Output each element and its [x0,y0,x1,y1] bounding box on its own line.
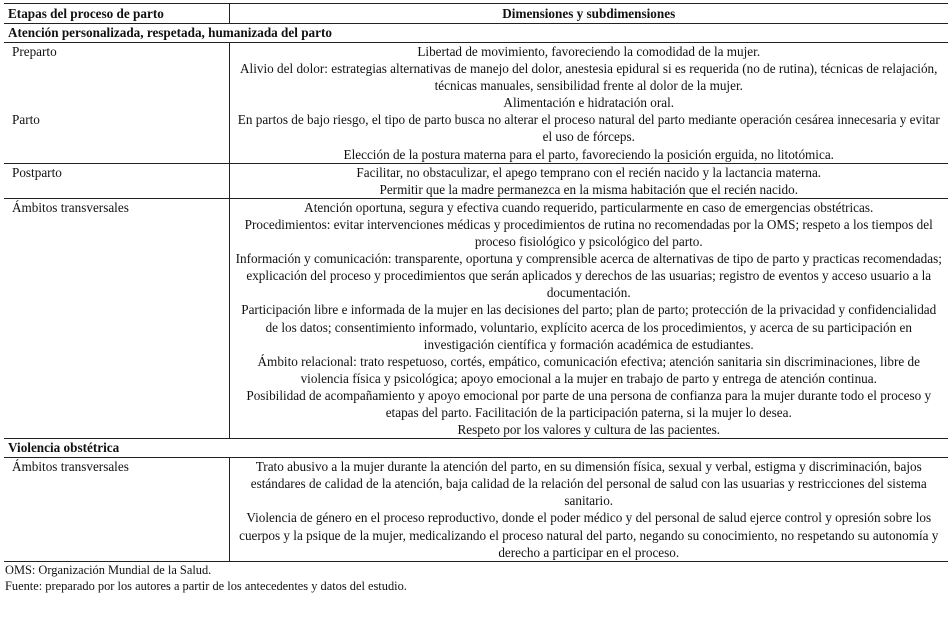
dimensions-cell [229,458,948,562]
dimension-item: Alimentación e hidratación oral. [503,95,675,111]
dimension-item: Atención oportuna, segura y efectiva cuando requerido, particularmente en caso de emergencias obstétricas. [304,199,874,215]
stage-label: Preparto [4,43,229,112]
table-container [4,0,948,594]
dimension-item: Posibilidad de acompañamiento y apoyo emocional por parte de una persona de confianza para la mujer durante todo el proceso y etapas del parto. Facilitación de la participación paterna, si la mujer lo desea. [246,387,932,420]
stage-label: Ámbitos transversales [4,198,229,438]
table-row-violence-transversales [4,458,948,562]
abbreviation-note: OMS: Organización Mundial de la Salud. [5,562,212,577]
dimension-item: Elección de la postura materna para el parto, favoreciendo la posición erguida, no litotómica. [343,146,834,162]
dimensions-cell [229,198,948,438]
dimension-item: Procedimientos: evitar intervenciones médicas y procedimientos de rutina no recomendadas por la OMS; respeto a los tiempos del proceso fisiológico y psicológico del parto. [244,216,933,250]
dimension-item: Libertad de movimiento, favoreciendo la comodidad de la mujer. [417,44,761,59]
section-title: Violencia obstétrica [4,439,948,458]
stage-label: Postparto [4,163,229,198]
section-row-humanized [4,24,948,43]
stage-label: Parto [4,111,229,163]
table-header-row [4,4,948,24]
dimension-item: Facilitar, no obstaculizar, el apego temprano con el recién nacido y la lactancia materna. [356,164,822,180]
dimensions-cell [229,43,948,112]
table-row-preparto [4,43,948,112]
dimension-item: En partos de bajo riesgo, el tipo de parto busca no alterar el proceso natural del parto mediante operación cesárea innecesaria y evitar el uso de fórceps. [237,112,940,145]
dimension-item: Información y comunicación: transparente, oportuna y comprensible acerca de alternativas de tipo de parto y practicas recomendadas; explicación del proceso y procedimientos que serán aplicados y derechos de las usuarias; registro de eventos y acceso usuario a la documentación. [235,251,942,301]
table-row-parto [4,111,948,163]
stage-label: Ámbitos transversales [4,458,229,562]
table-row-postparto [4,163,948,198]
stages-dimensions-table [4,3,948,562]
header-dimensions: Dimensiones y subdimensiones [229,4,948,24]
source-note: Fuente: preparado por los autores a partir de los antecedentes y datos del estudio. [5,578,407,593]
dimensions-cell [229,111,948,163]
dimension-item: Violencia de género en el proceso reproductivo, donde el poder médico y del personal de salud ejerce control y opresión sobre los cuerpos y la psique de la mujer, medicalizando el proceso natural del parto, negando su conocimiento, no respetando su autonomía y derecho a participar en el proceso. [239,510,939,560]
dimension-item: Respeto por los valores y cultura de las pacientes. [457,422,721,438]
dimension-item: Permitir que la madre permanezca en la misma habitación que el recién nacido. [379,181,799,197]
dimensions-cell [229,163,948,198]
section-title: Atención personalizada, respetada, humanizada del parto [4,24,948,43]
dimension-item: Alivio del dolor: estrategias alternativas de manejo del dolor, anestesia epidural si es requerida (no de rutina), técnicas de relajación, técnicas manuales, sensibilidad frente al dolor de la mujer. [240,61,938,94]
section-row-violence [4,439,948,458]
dimension-item: Ámbito relacional: trato respetuoso, cortés, empático, comunicación efectiva; atención sanitaria sin discriminaciones, libre de violencia física y psicológica; apoyo emocional a la mujer en trabajo de parto y entrega de atención continua. [257,353,920,386]
table-row-transversales [4,198,948,438]
header-stages: Etapas del proceso de parto [4,4,229,24]
dimension-item: Trato abusivo a la mujer durante la atención del parto, en su dimensión física, sexual y verbal, estigma y discriminación, bajos estándares de calidad de la atención, baja calidad de la relación del personal de salud con las usuarias y restricciones del sistema sanitario. [250,459,927,509]
dimension-item: Participación libre e informada de la mujer en las decisiones del parto; plan de parto; protección de la privacidad y confidencialidad de los datos; consentimiento informado, voluntario, explícito acerca de los procedimientos, y acerca de su participación en investigación científica y formación académica de estudiantes. [241,302,937,352]
